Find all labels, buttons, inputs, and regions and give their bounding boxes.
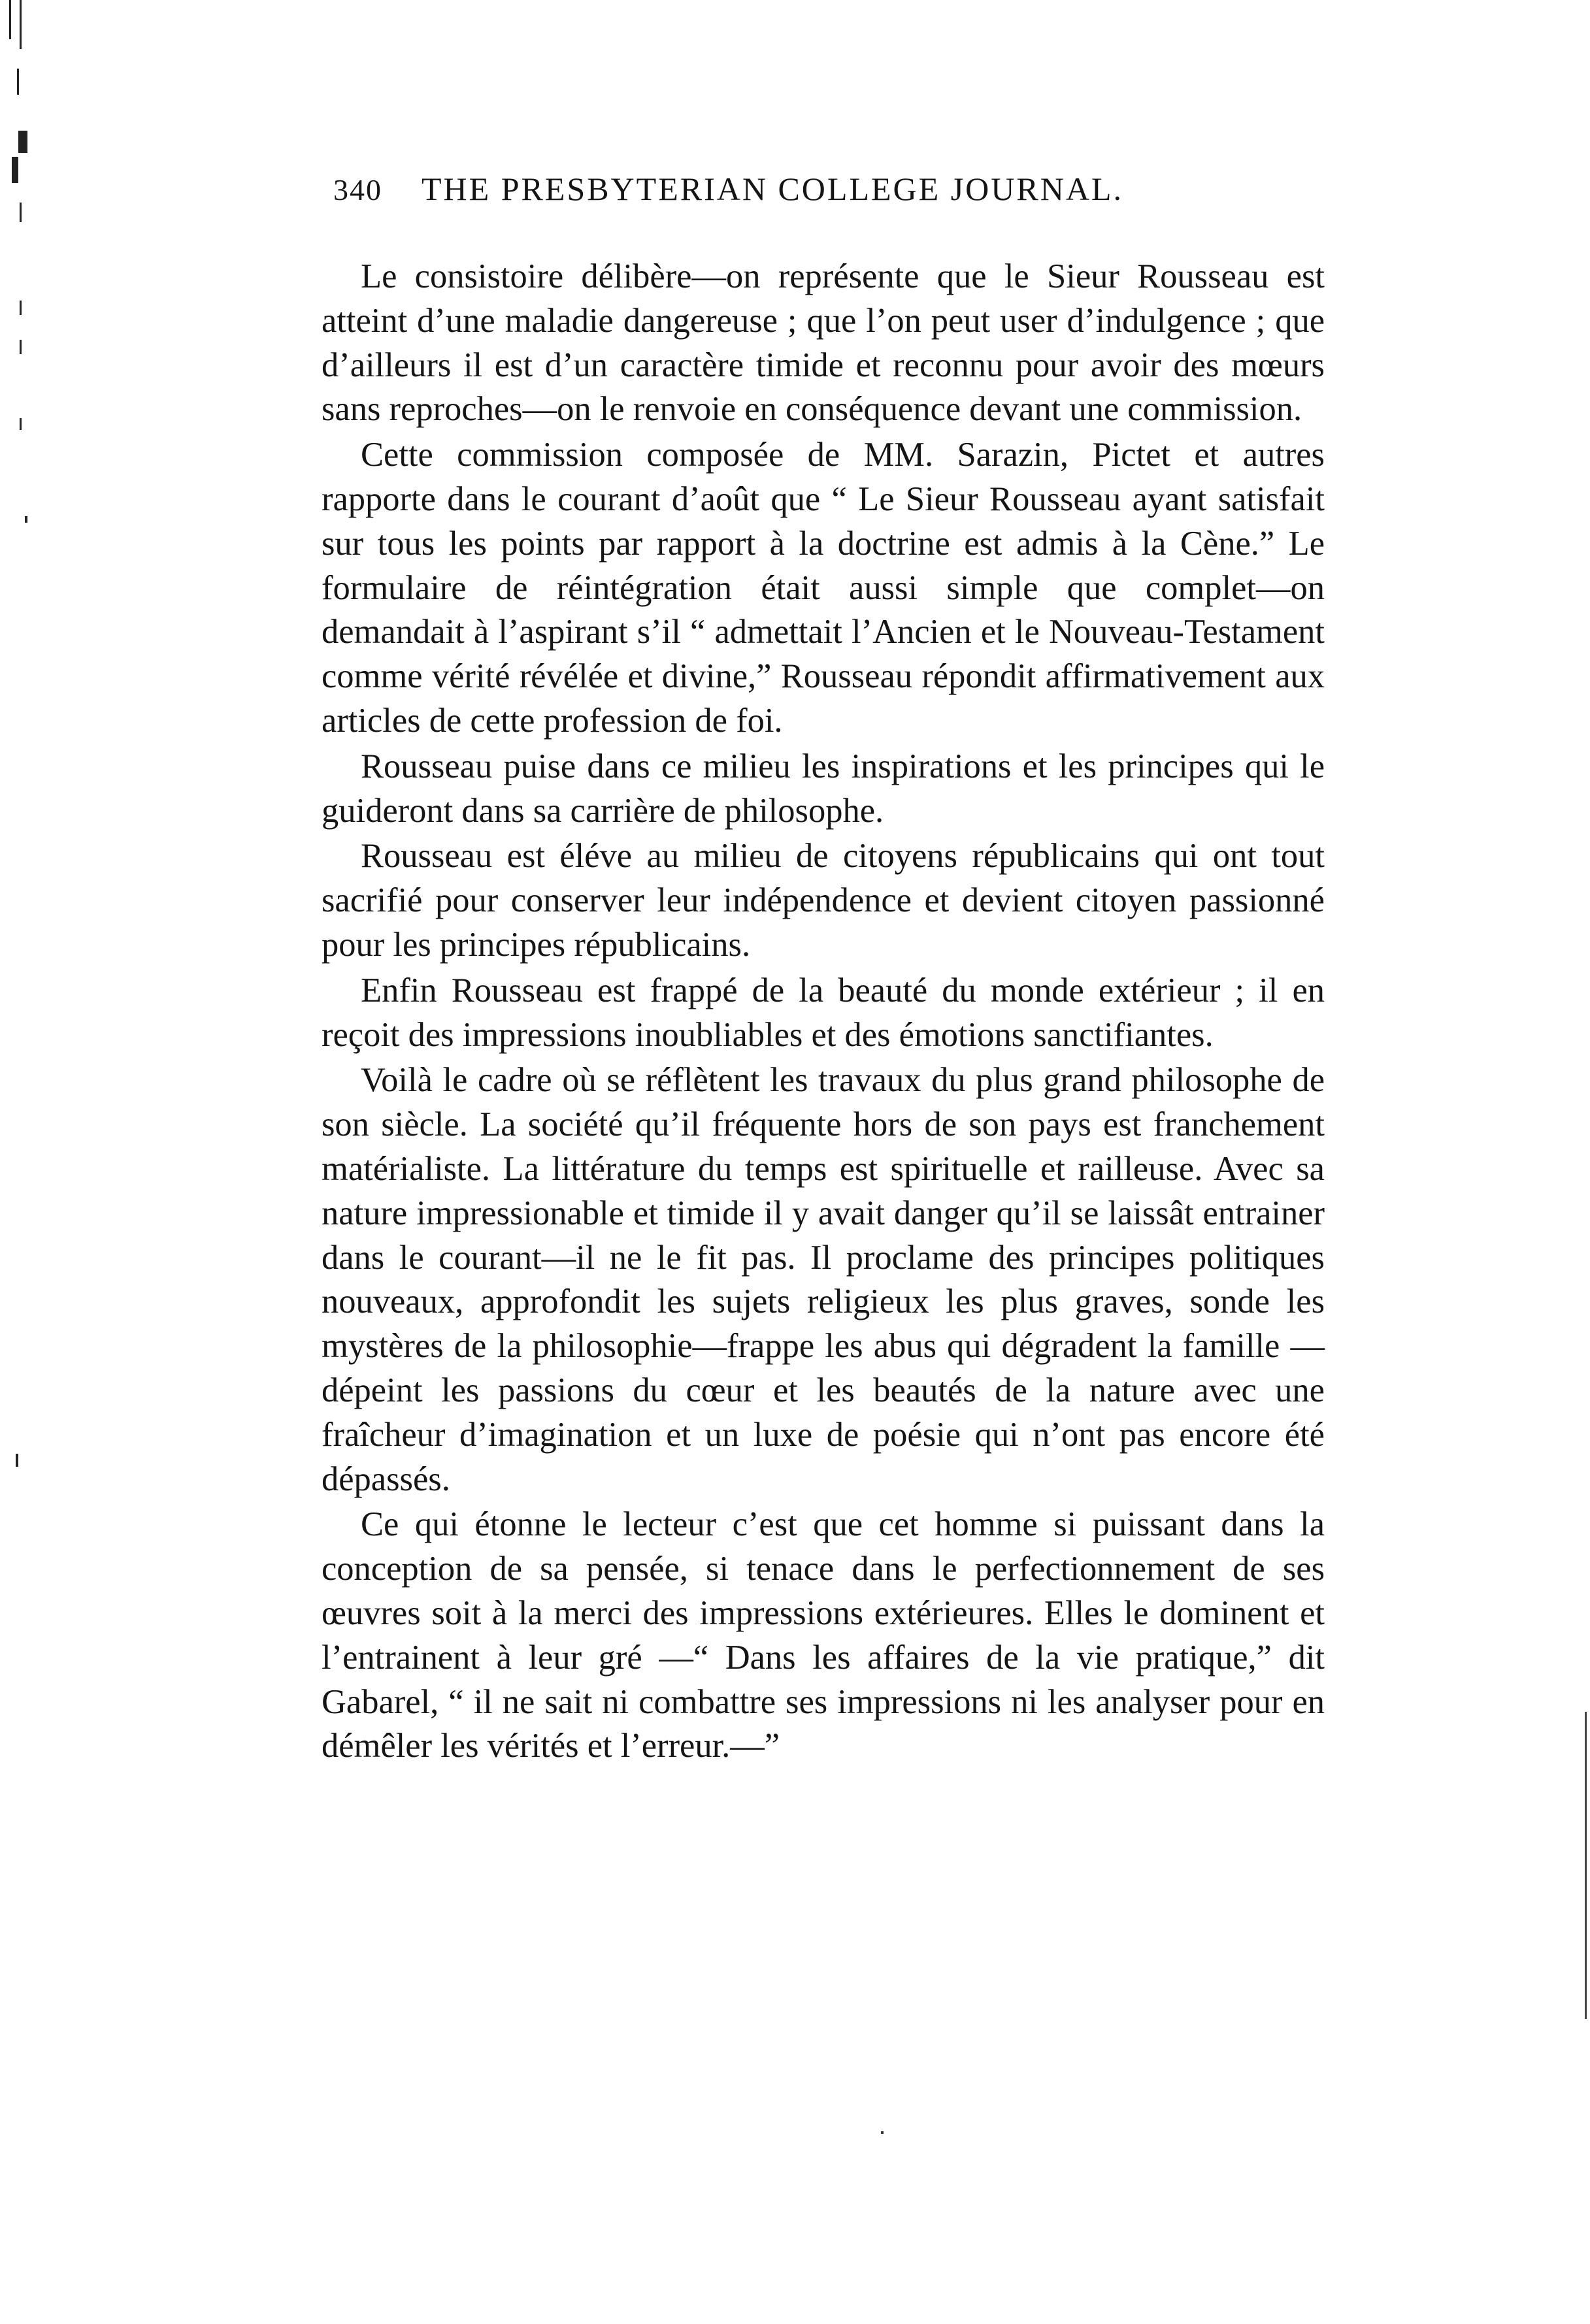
body-text bbox=[322, 255, 1325, 1769]
paragraph: Rousseau puise dans ce milieu les inspirations et les principes qui le guideront dans sa carrière de philosophe. bbox=[322, 747, 1325, 830]
paragraph: Voilà le cadre où se réflètent les travaux du plus grand philosophe de son siècle. La société qu’il fréquente hors de son pays est franchement matérialiste. La littérature du temps est spirituelle et railleuse. Avec sa nature impressionable et timide il y avait danger qu’il se laissât entrainer dans le courant—il ne le fit pas. Il proclame des principes politiques nouveaux, approfondit les sujets religieux les plus graves, sonde les mystères de la philosophie—frappe les abus qui dégradent la famille — dépeint les passions du cœur et les beautés de la nature avec une fraîcheur d’imagination et un luxe de poésie qui n’ont pas encore été dépassés. bbox=[322, 1061, 1325, 1498]
scan-speck bbox=[881, 2131, 884, 2134]
paragraph: Le consistoire délibère—on représente que le Sieur Rousseau est atteint d’une maladie dangereuse ; que l’on peut user d’indulgence ; que d’ailleurs il est d’un caractère timide et reconnu pour avoir des mœurs sans reproches—on le renvoie en conséquence devant une commission. bbox=[322, 257, 1325, 429]
page-header bbox=[333, 170, 1202, 222]
paragraph: Cette commission composée de MM. Sarazin, Pictet et autres rapporte dans le courant d’août que “ Le Sieur Rousseau ayant satisfait sur tous les points par rapport à la doctrine est admis à la Cène.” Le formulaire de réintégration était aussi simple que complet—on demandait à l’aspirant s’il “ admettait l’Ancien et le Nouveau-Testament comme vérité révélée et divine,” Rousseau répondit affirmativement aux articles de cette profession de foi. bbox=[322, 436, 1325, 740]
page-number: 340 bbox=[333, 173, 382, 206]
right-edge-scan-mark bbox=[1585, 1712, 1587, 2019]
left-margin-scan-marks bbox=[5, 0, 31, 2324]
paragraph: Ce qui étonne le lecteur c’est que cet homme si puissant dans la conception de sa pensée, si tenace dans le perfectionnement de ses œuvres soit à la merci des impressions extérieures. Elles le dominent et l’entrainent à leur gré —“ Dans les affaires de la vie pratique,” dit Gabarel, “ il ne sait ni combattre ses impressions ni les analyser pour en démêler les vérités et l’erreur.—” bbox=[322, 1505, 1325, 1765]
running-title: THE PRESBYTERIAN COLLEGE JOURNAL. bbox=[422, 171, 1123, 207]
paragraph: Enfin Rousseau est frappé de la beauté du monde extérieur ; il en reçoit des impressions inoubliables et des émotions sanctifiantes. bbox=[322, 971, 1325, 1054]
paragraph: Rousseau est éléve au milieu de citoyens républicains qui ont tout sacrifié pour conserver leur indépendence et devient citoyen passionné pour les principes républicains. bbox=[322, 837, 1325, 964]
